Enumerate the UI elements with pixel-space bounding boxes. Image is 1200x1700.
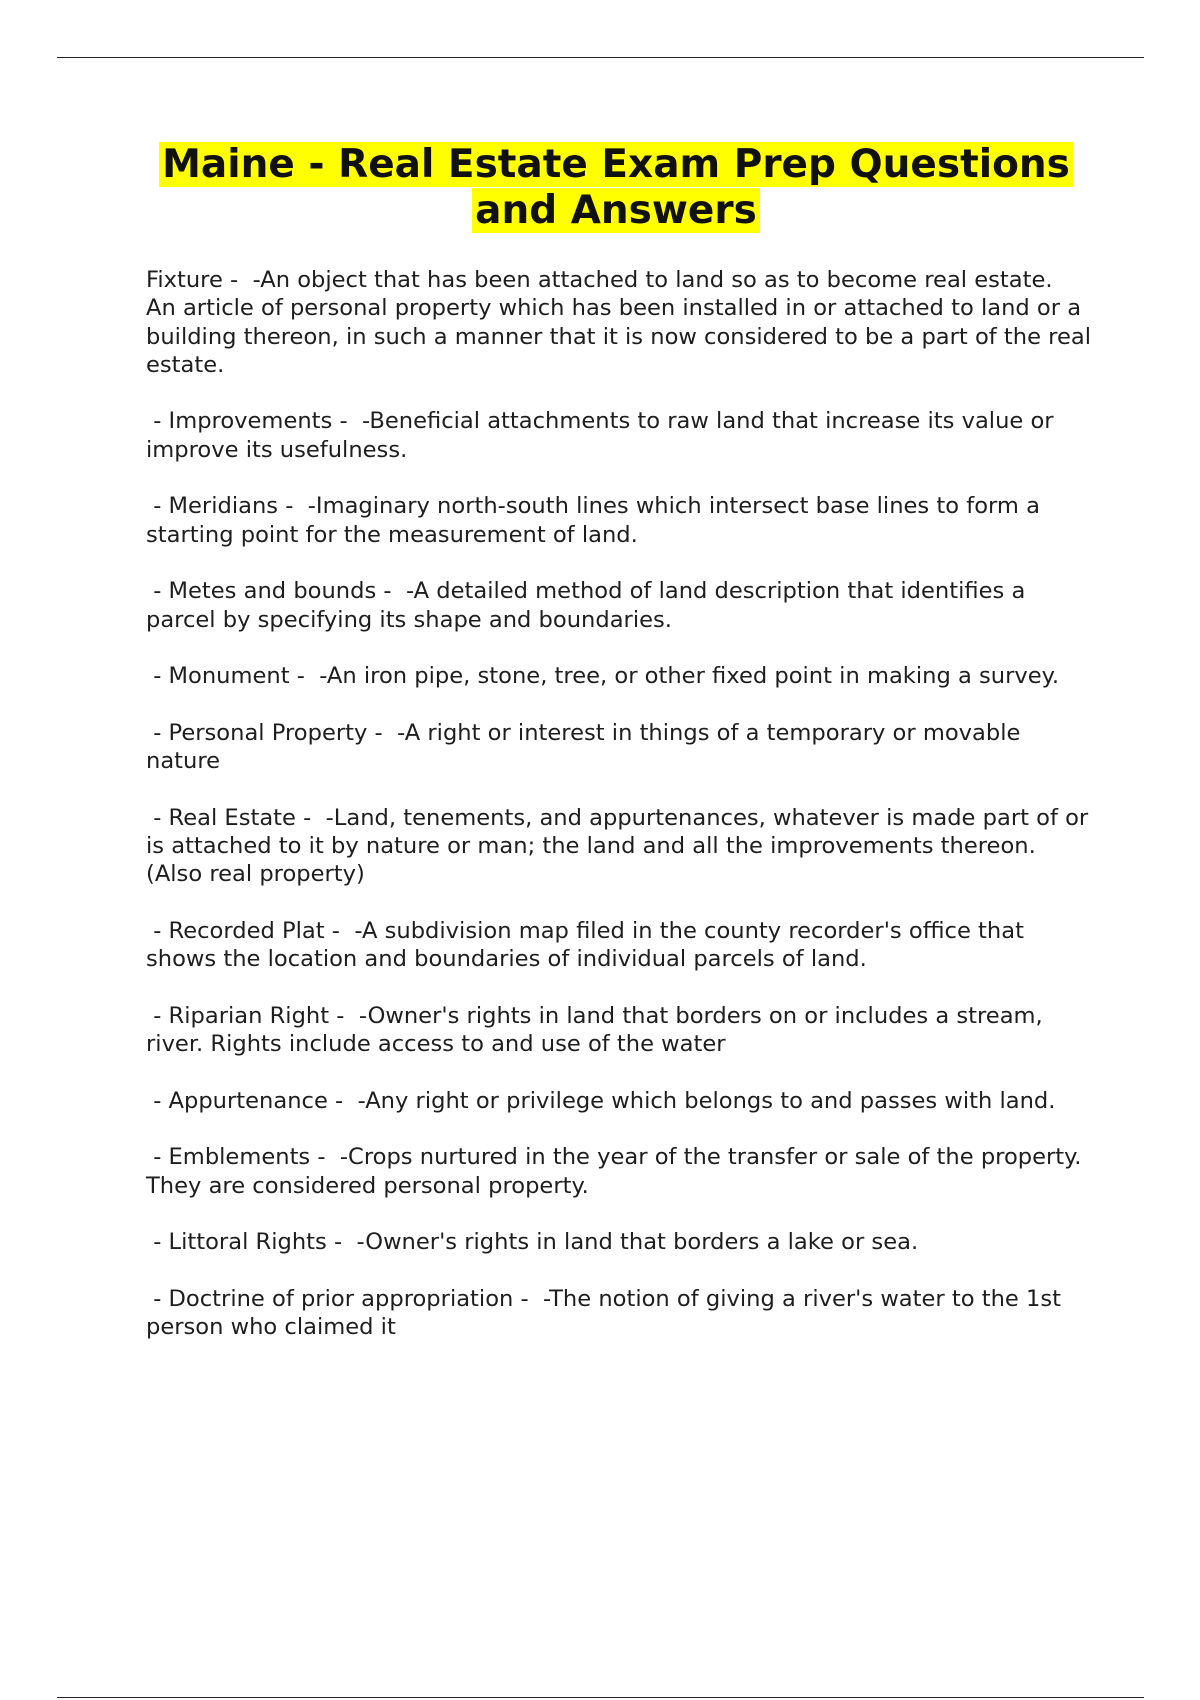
glossary-entry: - Real Estate - -Land, tenements, and appurtenances, whatever is made part of or is attached to it by nature or man; the land and all the improvements thereon. (Also real property) xyxy=(146,804,1096,888)
entry-definition: -A detailed method of land description that identifies a parcel by specifying its shape and boundaries. xyxy=(146,578,1033,633)
entry-definition: -Imaginary north-south lines which intersect base lines to form a starting point for the measurement of land. xyxy=(146,493,1048,548)
glossary-entry: - Meridians - -Imaginary north-south lines which intersect base lines to form a starting point for the measurement of land. xyxy=(146,493,1048,548)
entry-term: Riparian Right xyxy=(168,1002,330,1029)
glossary-entry: - Improvements - -Beneficial attachments to raw land that increase its value or improve its usefulness. xyxy=(146,408,1061,463)
entry-term: Appurtenance xyxy=(168,1087,328,1114)
glossary-entry: Fixture - -An object that has been attached to land so as to become real estate. An article of personal property which has been installed in or attached to land or a building thereon, in such a manner that it is now considered to be a part of the real estate. xyxy=(146,266,1096,379)
glossary-entry: - Emblements - -Crops nurtured in the year of the transfer or sale of the property. They are considered personal property. xyxy=(146,1144,1089,1199)
entry-definition: -An iron pipe, stone, tree, or other fixed point in making a survey. xyxy=(319,663,1060,690)
entry-definition: -Land, tenements, and appurtenances, whatever is made part of or is attached to it by nature or man; the land and all the improvements thereon. (Also real property) xyxy=(146,804,1096,888)
header-rule xyxy=(57,57,1144,58)
entry-term: Metes and bounds xyxy=(168,578,377,605)
entry-term: Emblements xyxy=(168,1144,311,1171)
entry-term: Recorded Plat xyxy=(168,917,325,944)
glossary-entry: - Recorded Plat - -A subdivision map filed in the county recorder's office that shows the location and boundaries of individual parcels of land. xyxy=(146,917,1032,973)
page-title-text: Maine - Real Estate Exam Prep Questions and Answers xyxy=(159,142,1073,233)
glossary-entry: - Littoral Rights - -Owner's rights in land that borders a lake or sea. xyxy=(146,1229,919,1256)
glossary-entry: - Doctrine of prior appropriation - -The notion of giving a river's water to the 1st person who claimed it xyxy=(146,1285,1069,1340)
entry-definition: -Any right or privilege which belongs to and passes with land. xyxy=(357,1087,1056,1114)
entry-definition: -An object that has been attached to land so as to become real estate. An article of personal property which has been installed in or attached to land or a building thereon, in such a manner that it is now considered to be a part of the real estate. xyxy=(146,267,1091,378)
entry-definition: -The notion of giving a river's water to the 1st person who claimed it xyxy=(146,1285,1069,1340)
entry-term: Fixture xyxy=(146,267,223,293)
entry-term: Real Estate xyxy=(168,804,296,831)
entry-definition: -A subdivision map filed in the county recorder's office that shows the location and boundaries of individual parcels of land. xyxy=(146,917,1032,973)
entry-term: Doctrine of prior appropriation xyxy=(168,1285,514,1312)
glossary-entry: - Riparian Right - -Owner's rights in land that borders on or includes a stream, river. Rights include access to and use of the water xyxy=(146,1002,1050,1058)
entry-definition: -Crops nurtured in the year of the transfer or sale of the property. They are considered personal property. xyxy=(146,1144,1089,1199)
entry-term: Improvements xyxy=(168,408,333,435)
glossary-entry: - Metes and bounds - -A detailed method of land description that identifies a parcel by specifying its shape and boundaries. xyxy=(146,578,1033,633)
entry-term: Monument xyxy=(168,663,290,690)
glossary-entry: - Personal Property - -A right or interest in things of a temporary or movable nature xyxy=(146,719,1028,775)
page-title xyxy=(146,142,1086,234)
footer-rule xyxy=(57,1697,1144,1698)
glossary-entry: - Monument - -An iron pipe, stone, tree, or other fixed point in making a survey. xyxy=(146,663,1060,690)
entry-definition: -Owner's rights in land that borders a lake or sea. xyxy=(356,1229,919,1256)
entry-definition: -Owner's rights in land that borders on or includes a stream, river. Rights include access to and use of the water xyxy=(146,1002,1050,1058)
entry-term: Meridians xyxy=(168,493,279,520)
glossary-entries xyxy=(146,266,1096,1370)
glossary-entry: - Appurtenance - -Any right or privilege which belongs to and passes with land. xyxy=(146,1087,1056,1114)
entry-definition: -A right or interest in things of a temporary or movable nature xyxy=(146,719,1028,775)
entry-definition: -Beneficial attachments to raw land that increase its value or improve its usefulness. xyxy=(146,408,1061,463)
entry-term: Personal Property xyxy=(168,719,368,746)
entry-term: Littoral Rights xyxy=(168,1229,327,1256)
